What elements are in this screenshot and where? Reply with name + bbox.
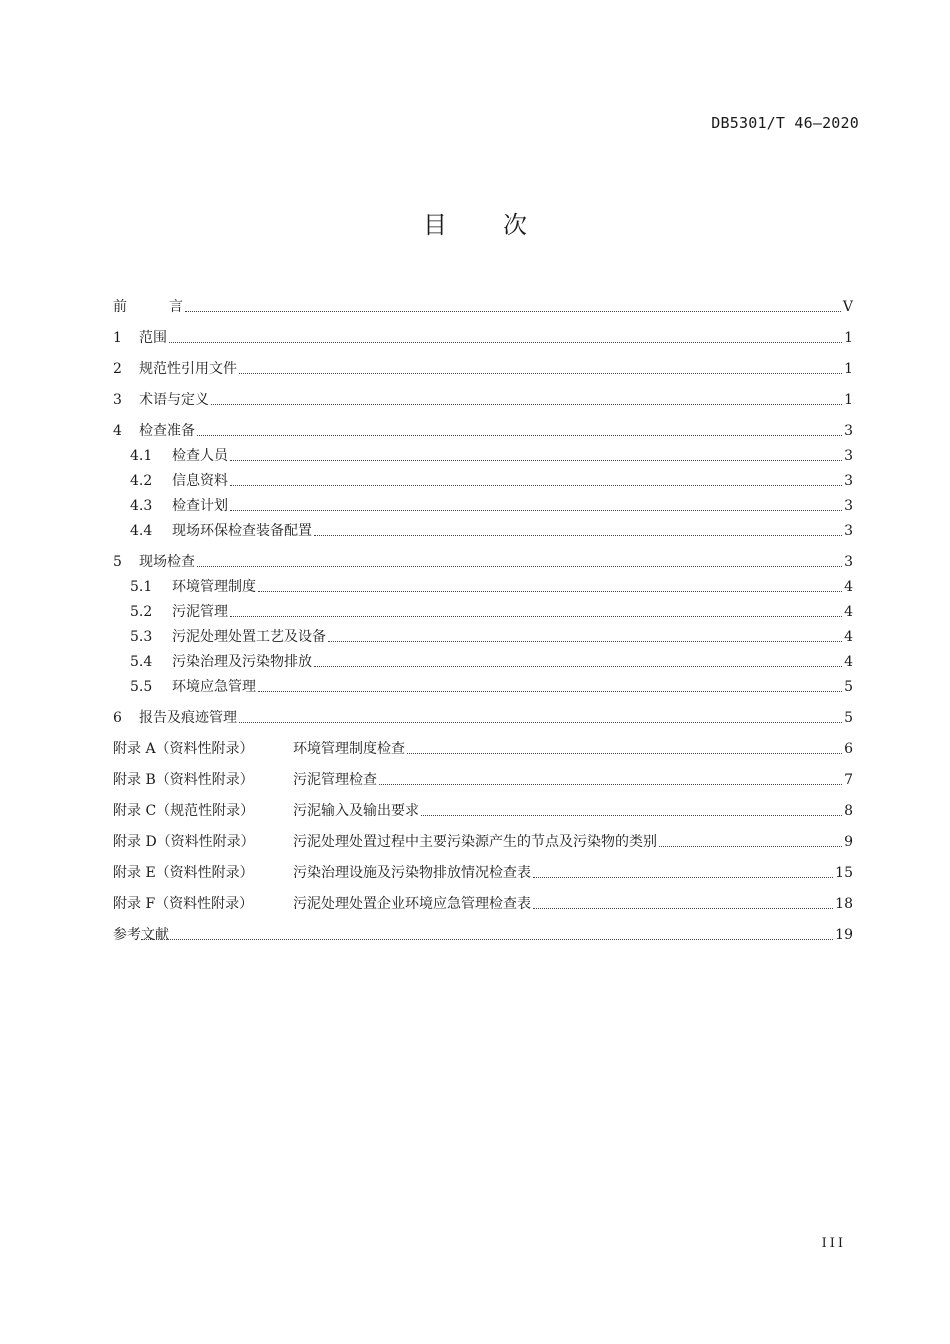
- toc-entry-number: 5: [113, 554, 122, 570]
- toc-entry-number: 附录 D（资料性附录）: [113, 834, 255, 850]
- toc-entry[interactable]: [113, 621, 853, 646]
- toc-entry-number: 6: [113, 710, 122, 726]
- toc-entry[interactable]: [113, 826, 853, 851]
- toc-entry-number: 前: [113, 299, 127, 315]
- toc-leader-dots: [197, 434, 842, 436]
- toc-entry-page: 5: [844, 710, 853, 726]
- toc-entry-page: 3: [844, 498, 853, 514]
- toc-entry[interactable]: [113, 322, 853, 347]
- toc-entry-page: 6: [844, 741, 853, 757]
- toc-entry-number: 4: [113, 423, 122, 439]
- toc-leader-dots: [659, 845, 842, 847]
- toc-entry-page: 1: [844, 330, 853, 346]
- toc-entry-title: 污染治理设施及污染物排放情况检查表: [293, 865, 531, 881]
- toc-leader-dots: [407, 752, 842, 754]
- toc-entry-title: 检查准备: [139, 423, 195, 439]
- toc-leader-dots: [239, 372, 842, 374]
- toc-entry-page: 5: [844, 679, 853, 695]
- toc-leader-dots: [258, 690, 842, 692]
- toc-entry[interactable]: [113, 291, 853, 316]
- toc-leader-dots: [185, 310, 841, 312]
- toc-entry[interactable]: [113, 546, 853, 571]
- toc-entry-page: 9: [844, 834, 853, 850]
- toc-entry-page: 4: [844, 604, 853, 620]
- toc-entry[interactable]: [113, 515, 853, 540]
- toc-leader-dots: [239, 721, 842, 723]
- toc-entry-page: 1: [844, 361, 853, 377]
- toc-entry-number: 3: [113, 392, 122, 408]
- toc-leader-dots: [230, 509, 842, 511]
- toc-entry-page: 8: [844, 803, 853, 819]
- toc-entry-title: 污染治理及污染物排放: [172, 654, 312, 670]
- toc-entry[interactable]: [113, 465, 853, 490]
- toc-entry-title: 现场检查: [139, 554, 195, 570]
- toc-entry-page: 4: [844, 654, 853, 670]
- toc-entry[interactable]: [113, 795, 853, 820]
- toc-entry-number: 附录 B（资料性附录）: [113, 772, 254, 788]
- toc-entry-number: 5.3: [130, 629, 153, 645]
- document-code: DB5301/T 46—2020: [711, 114, 859, 132]
- toc-entry-page: 3: [844, 473, 853, 489]
- toc-entry[interactable]: [113, 353, 853, 378]
- toc-entry-title: 污泥管理检查: [293, 772, 377, 788]
- toc-entry-number: 1: [113, 330, 122, 346]
- toc-leader-dots: [314, 665, 842, 667]
- toc-entry-title: 检查计划: [172, 498, 228, 514]
- toc-entry-number: 5.1: [130, 579, 153, 595]
- toc-entry[interactable]: [113, 440, 853, 465]
- toc-entry[interactable]: [113, 733, 853, 758]
- toc-leader-dots: [533, 876, 833, 878]
- toc-leader-dots: [169, 341, 842, 343]
- toc-entry-title: 污泥处理处置过程中主要污染源产生的节点及污染物的类别: [293, 834, 657, 850]
- toc-leader-dots: [197, 565, 842, 567]
- toc-leader-dots: [141, 938, 833, 940]
- toc-entry[interactable]: [113, 888, 853, 913]
- toc-entry-page: 4: [844, 629, 853, 645]
- toc-entry-page: 7: [844, 772, 853, 788]
- toc-entry-title: 检查人员: [172, 448, 228, 464]
- toc-leader-dots: [421, 814, 842, 816]
- toc-entry-title: 环境应急管理: [172, 679, 256, 695]
- toc-entry-title: 污泥处理处置企业环境应急管理检查表: [293, 896, 531, 912]
- toc-entry-title: 规范性引用文件: [139, 361, 237, 377]
- toc-entry-page: 15: [835, 865, 853, 881]
- toc-entry-number: 5.2: [130, 604, 153, 620]
- toc-entry[interactable]: [113, 415, 853, 440]
- toc-entry-page: 3: [844, 448, 853, 464]
- toc-entry[interactable]: [113, 646, 853, 671]
- toc-entry[interactable]: [113, 596, 853, 621]
- toc-entry-title: 信息资料: [172, 473, 228, 489]
- toc-entry-title: 报告及痕迹管理: [139, 710, 237, 726]
- toc-entry[interactable]: [113, 919, 853, 944]
- toc-entry-number: 4.4: [130, 523, 153, 539]
- page-number: III: [821, 1236, 846, 1251]
- toc-entry-number: 附录 A（资料性附录）: [113, 741, 254, 757]
- toc-entry-number: 附录 E（资料性附录）: [113, 865, 254, 881]
- page-title: [0, 205, 950, 240]
- toc-entry-page: 3: [844, 423, 853, 439]
- toc-leader-dots: [533, 907, 833, 909]
- toc-leader-dots: [328, 640, 842, 642]
- toc-entry-number: 4.1: [130, 448, 153, 464]
- toc-entry-number: 2: [113, 361, 122, 377]
- toc-entry-number: 附录 C（规范性附录）: [113, 803, 255, 819]
- toc-entry-title: 污泥管理: [172, 604, 228, 620]
- toc-leader-dots: [211, 403, 842, 405]
- toc-entry-number: 5.5: [130, 679, 153, 695]
- toc-entry[interactable]: [113, 384, 853, 409]
- toc-leader-dots: [314, 534, 842, 536]
- toc-entry-title: 污泥处理处置工艺及设备: [172, 629, 326, 645]
- toc-entry[interactable]: [113, 857, 853, 882]
- toc-entry-title: 现场环保检查装备配置: [172, 523, 312, 539]
- toc-entry-title: 环境管理制度检查: [293, 741, 405, 757]
- toc-leader-dots: [230, 459, 842, 461]
- table-of-contents: [113, 285, 853, 944]
- toc-leader-dots: [258, 590, 842, 592]
- toc-entry-title: 言: [169, 299, 183, 315]
- toc-entry[interactable]: [113, 490, 853, 515]
- toc-entry-number: 参考文献: [113, 927, 169, 943]
- toc-entry-number: 4.3: [130, 498, 153, 514]
- toc-entry-title: 环境管理制度: [172, 579, 256, 595]
- toc-entry-number: 附录 F（资料性附录）: [113, 896, 254, 912]
- toc-entry-page: 1: [844, 392, 853, 408]
- toc-entry[interactable]: [113, 671, 853, 696]
- toc-entry-number: 5.4: [130, 654, 153, 670]
- toc-entry-number: 4.2: [130, 473, 153, 489]
- toc-leader-dots: [230, 484, 842, 486]
- toc-entry[interactable]: [113, 764, 853, 789]
- toc-entry-page: 18: [835, 896, 853, 912]
- toc-entry[interactable]: [113, 571, 853, 596]
- page-title-char-1: 目: [423, 211, 447, 239]
- page-title-char-2: 次: [503, 211, 527, 239]
- toc-entry-page: 3: [844, 523, 853, 539]
- toc-entry-page: 4: [844, 579, 853, 595]
- toc-entry-title: 污泥输入及输出要求: [293, 803, 419, 819]
- toc-leader-dots: [379, 783, 842, 785]
- toc-leader-dots: [230, 615, 842, 617]
- toc-entry-title: 范围: [139, 330, 167, 346]
- toc-entry-title: 术语与定义: [139, 392, 209, 408]
- toc-entry-page: 3: [844, 554, 853, 570]
- toc-entry-page: 19: [835, 927, 853, 943]
- toc-entry[interactable]: [113, 702, 853, 727]
- toc-entry-page: V: [842, 299, 853, 315]
